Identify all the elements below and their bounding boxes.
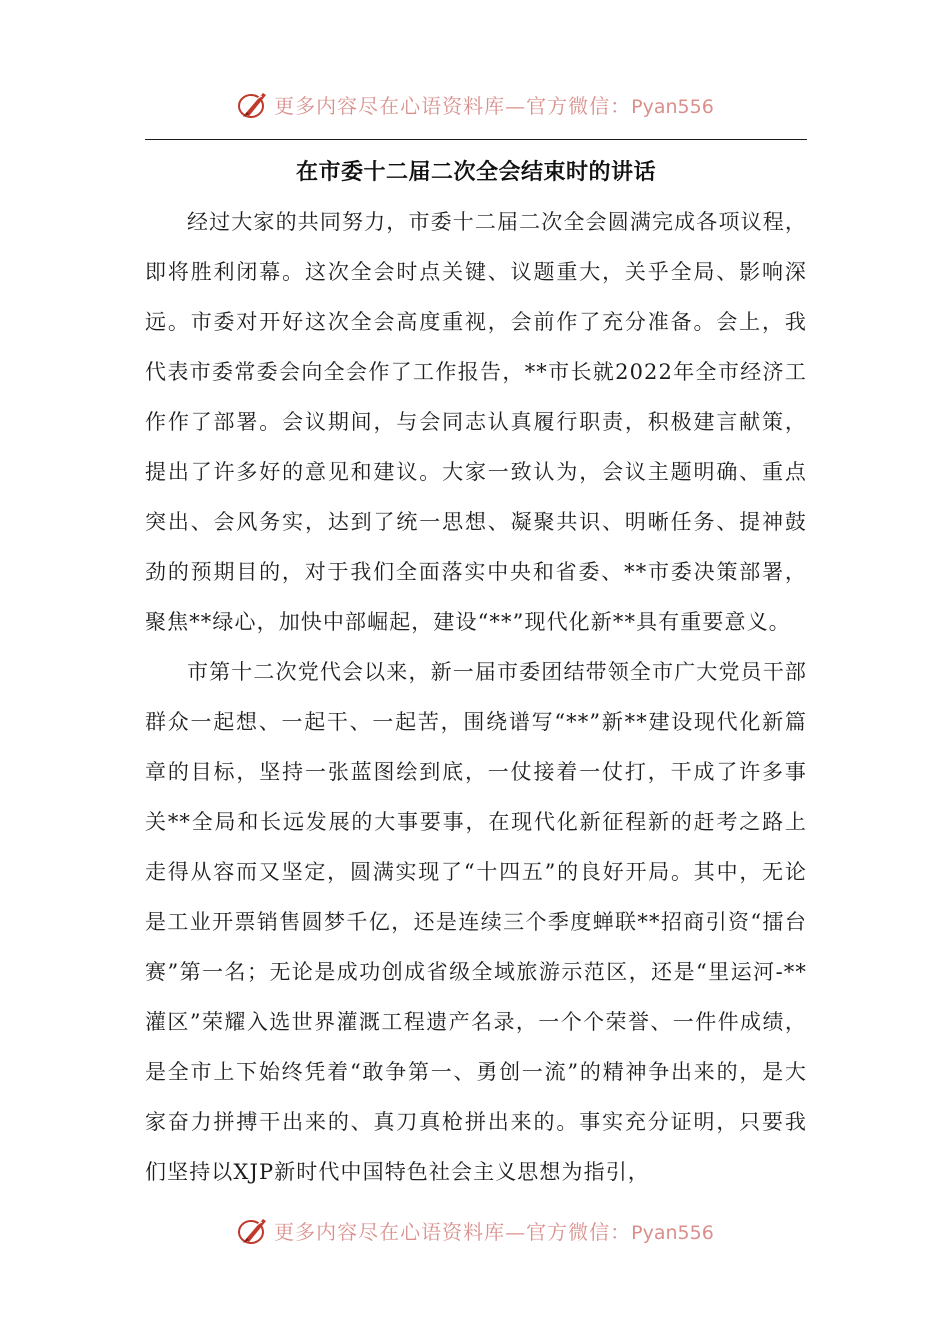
footer-watermark-banner: [0, 1210, 950, 1250]
header-divider: [145, 139, 807, 140]
paragraph: 经过大家的共同努力，市委十二届二次全会圆满完成各项议程，即将胜利闭幕。这次全会时点关键、议题重大，关乎全局、影响深远。市委对开好这次全会高度重视，会前作了充分准备。会上，我代表市委常委会向全会作了工作报告，**市长就2022年全市经济工作作了部署。会议期间，与会同志认真履行职责，积极建言献策，提出了许多好的意见和建议。大家一致认为，会议主题明确、重点突出、会风务实，达到了统一思想、凝聚共识、明晰任务、提神鼓劲的预期目的，对于我们全面落实中央和省委、**市委决策部署，聚焦**绿心，加快中部崛起，建设“**”现代化新**具有重要意义。: [145, 210, 807, 634]
banner-text: 更多内容尽在心语资料库—官方微信：Pyan556: [274, 1219, 714, 1244]
quill-pen-icon: [236, 87, 270, 121]
wechat-id: Pyan556: [631, 1221, 714, 1244]
document-body: [145, 197, 807, 1197]
wechat-id: Pyan556: [631, 95, 714, 118]
banner-text: 更多内容尽在心语资料库—官方微信：Pyan556: [274, 93, 714, 118]
paragraph: 市第十二次党代会以来，新一届市委团结带领全市广大党员干部群众一起想、一起干、一起苦，围绕谱写“**”新**建设现代化新篇章的目标，坚持一张蓝图绘到底，一仗接着一仗打，干成了许多事关**全局和长远发展的大事要事，在现代化新征程新的赶考之路上走得从容而又坚定，圆满实现了“十四五”的良好开局。其中，无论是工业开票销售圆梦千亿，还是连续三个季度蝉联**招商引资“擂台赛”第一名；无论是成功创成省级全域旅游示范区，还是“里运河-**灌区”荣耀入选世界灌溉工程遗产名录，一个个荣誉、一件件成绩，是全市上下始终凭着“敢争第一、勇创一流”的精神争出来的，是大家奋力拼搏干出来的、真刀真枪拼出来的。事实充分证明，只要我们坚持以XJP新时代中国特色社会主义思想为指引，: [145, 660, 807, 1184]
quill-pen-icon: [236, 1213, 270, 1247]
document-title: 在市委十二届二次全会结束时的讲话: [295, 160, 656, 185]
header-watermark-banner: [0, 84, 950, 124]
